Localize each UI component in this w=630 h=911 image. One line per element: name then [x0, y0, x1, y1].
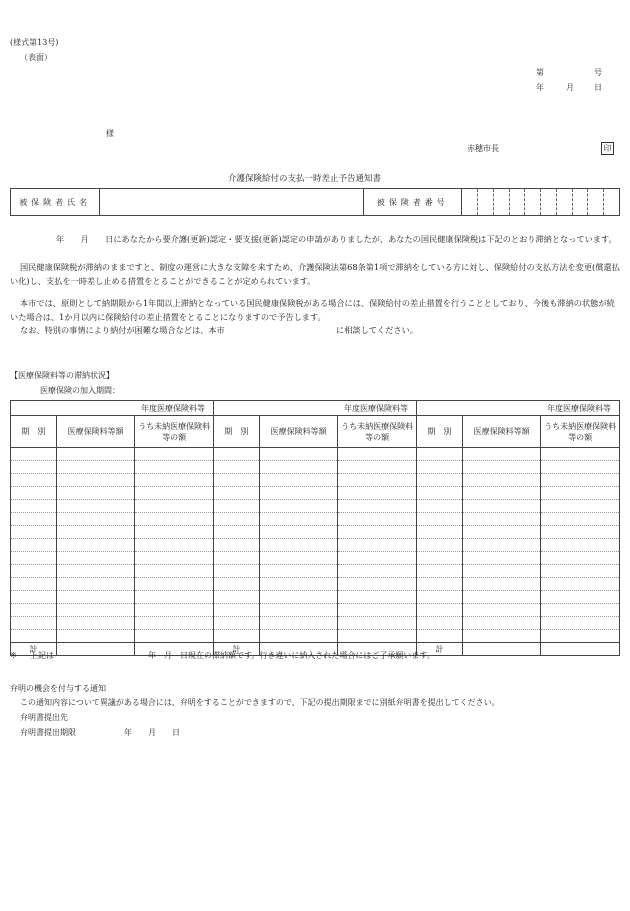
explanation-heading: 弁明の機会を付与する通知 — [10, 684, 106, 693]
cell-premium[interactable] — [259, 591, 338, 604]
form-side-label: （表面） — [20, 53, 52, 62]
cell-term[interactable] — [416, 617, 462, 630]
year-header: 年度医療保険料等 — [213, 401, 416, 416]
cell-term[interactable] — [11, 539, 57, 552]
cell-unpaid[interactable] — [135, 513, 214, 526]
col-unpaid-header: うち未納医療保険料等の額 — [338, 416, 417, 448]
arrears-table — [10, 400, 620, 656]
col-term-header: 期 別 — [213, 416, 259, 448]
cell-premium[interactable] — [56, 474, 135, 487]
cell-unpaid[interactable] — [338, 552, 417, 565]
addressee-honorific: 様 — [106, 129, 114, 138]
cell-term[interactable] — [11, 591, 57, 604]
cell-term[interactable] — [213, 591, 259, 604]
body-paragraph-4a: なお、特別の事情により納付が困難な場合などは、本市 — [20, 325, 225, 335]
cell-premium[interactable] — [56, 591, 135, 604]
table-row — [11, 448, 620, 461]
cell-unpaid[interactable] — [338, 474, 417, 487]
cell-unpaid[interactable] — [338, 591, 417, 604]
cell-premium[interactable] — [56, 617, 135, 630]
cell-term[interactable] — [11, 487, 57, 500]
cell-premium[interactable] — [462, 526, 541, 539]
cell-premium[interactable] — [462, 578, 541, 591]
cell-unpaid[interactable] — [541, 604, 620, 617]
cell-premium[interactable] — [259, 448, 338, 461]
cell-unpaid[interactable] — [135, 565, 214, 578]
cell-term[interactable] — [213, 630, 259, 643]
doc-no-suffix: 号 — [594, 68, 602, 77]
cell-term[interactable] — [11, 461, 57, 474]
cell-premium[interactable] — [259, 630, 338, 643]
deadline-date: 年 月 日 — [124, 728, 180, 737]
cell-unpaid[interactable] — [541, 617, 620, 630]
table-row — [11, 474, 620, 487]
cell-term[interactable] — [11, 617, 57, 630]
cell-premium[interactable] — [462, 552, 541, 565]
cell-premium[interactable] — [259, 552, 338, 565]
cell-term[interactable] — [11, 474, 57, 487]
cell-term[interactable] — [213, 565, 259, 578]
cell-premium[interactable] — [462, 565, 541, 578]
date-day: 日 — [594, 83, 602, 92]
body-paragraph-2: 国民健康保険税が滞納のままですと、制度の運営に大きな支障を来すため、介護保険法第68条第1項で滞納をしている方に対し、保険給付の支払方法を変更(償還払い化)し、支払を一時差し止める措置をとることができることが定められています。 — [10, 262, 620, 286]
cell-term[interactable] — [11, 513, 57, 526]
table-row — [11, 526, 620, 539]
issuer-title: 赤穂市長 — [467, 144, 499, 153]
cell-unpaid[interactable] — [135, 604, 214, 617]
table-row — [11, 539, 620, 552]
cell-unpaid[interactable] — [541, 539, 620, 552]
cell-premium[interactable] — [56, 630, 135, 643]
insured-number-digit[interactable] — [477, 189, 493, 216]
cell-term[interactable] — [213, 461, 259, 474]
insured-name-field[interactable] — [100, 189, 364, 216]
cell-term[interactable] — [213, 578, 259, 591]
cell-term[interactable] — [11, 630, 57, 643]
cell-term[interactable] — [416, 500, 462, 513]
cell-term[interactable] — [11, 565, 57, 578]
table-row — [11, 565, 620, 578]
cell-unpaid[interactable] — [338, 500, 417, 513]
total-premium-cell[interactable] — [462, 643, 541, 656]
cell-unpaid[interactable] — [338, 461, 417, 474]
seal-icon: 印 — [601, 142, 614, 155]
insured-number-digit[interactable] — [493, 189, 509, 216]
col-unpaid-header: うち未納医療保険料等の額 — [135, 416, 214, 448]
cell-premium[interactable] — [56, 539, 135, 552]
cell-premium[interactable] — [462, 513, 541, 526]
cell-premium[interactable] — [259, 487, 338, 500]
insured-name-label: 被保険者氏名 — [11, 189, 100, 216]
col-premium-header: 医療保険料等額 — [259, 416, 338, 448]
cell-premium[interactable] — [462, 539, 541, 552]
cell-premium[interactable] — [259, 565, 338, 578]
cell-premium[interactable] — [462, 630, 541, 643]
body-paragraph-1: 年 月 日にあなたから要介護(更新)認定・要支援(更新)認定の申請がありましたが、あなたの国民健康保険税は下記のとおり滞納となっています。 — [56, 234, 617, 244]
cell-unpaid[interactable] — [541, 500, 620, 513]
cell-term[interactable] — [213, 617, 259, 630]
cell-premium[interactable] — [259, 474, 338, 487]
cell-term[interactable] — [416, 461, 462, 474]
cell-term[interactable] — [11, 448, 57, 461]
table-row — [11, 578, 620, 591]
insured-number-digit[interactable] — [556, 189, 572, 216]
cell-unpaid[interactable] — [338, 448, 417, 461]
cell-unpaid[interactable] — [541, 630, 620, 643]
cell-unpaid[interactable] — [338, 617, 417, 630]
cell-premium[interactable] — [56, 604, 135, 617]
cell-premium[interactable] — [462, 461, 541, 474]
cell-premium[interactable] — [462, 474, 541, 487]
cell-term[interactable] — [213, 552, 259, 565]
table-row — [11, 591, 620, 604]
cell-term[interactable] — [213, 604, 259, 617]
cell-term[interactable] — [213, 474, 259, 487]
cell-premium[interactable] — [56, 552, 135, 565]
cell-unpaid[interactable] — [135, 526, 214, 539]
cell-term[interactable] — [416, 487, 462, 500]
cell-unpaid[interactable] — [338, 630, 417, 643]
footnote-mark: ※ — [10, 651, 17, 660]
cell-premium[interactable] — [56, 461, 135, 474]
insured-number-digit[interactable] — [462, 189, 478, 216]
insured-number-label: 被保険者番号 — [364, 189, 462, 216]
footnote-text-a: 上記は — [30, 651, 54, 660]
cell-term[interactable] — [416, 552, 462, 565]
cell-unpaid[interactable] — [135, 448, 214, 461]
insured-number-digit[interactable] — [572, 189, 588, 216]
cell-unpaid[interactable] — [338, 487, 417, 500]
cell-premium[interactable] — [259, 461, 338, 474]
cell-premium[interactable] — [56, 487, 135, 500]
footnote-text-b: 年 月 日現在の滞納額です。行き違いに納入された場合にはご了承願います。 — [148, 651, 435, 660]
cell-unpaid[interactable] — [541, 513, 620, 526]
col-premium-header: 医療保険料等額 — [56, 416, 135, 448]
cell-premium[interactable] — [462, 617, 541, 630]
cell-premium[interactable] — [56, 526, 135, 539]
insured-number-digit[interactable] — [588, 189, 604, 216]
cell-term[interactable] — [416, 526, 462, 539]
col-unpaid-header: うち未納医療保険料等の額 — [541, 416, 620, 448]
cell-unpaid[interactable] — [541, 526, 620, 539]
enroll-period-label: 医療保険の加入期間： — [40, 386, 120, 395]
cell-unpaid[interactable] — [541, 565, 620, 578]
cell-unpaid[interactable] — [135, 539, 214, 552]
cell-term[interactable] — [416, 513, 462, 526]
cell-premium[interactable] — [259, 526, 338, 539]
table-row — [11, 461, 620, 474]
cell-unpaid[interactable] — [338, 513, 417, 526]
deadline-label: 弁明書提出期限 — [20, 728, 76, 737]
table-row — [11, 630, 620, 643]
cell-unpaid[interactable] — [338, 604, 417, 617]
cell-premium[interactable] — [56, 578, 135, 591]
cell-unpaid[interactable] — [541, 474, 620, 487]
table-row — [11, 617, 620, 630]
cell-unpaid[interactable] — [135, 487, 214, 500]
date-month: 月 — [566, 83, 574, 92]
cell-term[interactable] — [416, 565, 462, 578]
cell-unpaid[interactable] — [135, 474, 214, 487]
cell-premium[interactable] — [56, 513, 135, 526]
table-row — [11, 552, 620, 565]
cell-unpaid[interactable] — [338, 539, 417, 552]
cell-unpaid[interactable] — [541, 591, 620, 604]
insured-number-digit[interactable] — [509, 189, 525, 216]
total-premium-cell[interactable] — [56, 643, 135, 656]
cell-unpaid[interactable] — [541, 487, 620, 500]
cell-unpaid[interactable] — [135, 552, 214, 565]
form-number: (様式第13号) — [10, 38, 59, 47]
cell-term[interactable] — [416, 448, 462, 461]
cell-unpaid[interactable] — [135, 617, 214, 630]
cell-premium[interactable] — [56, 500, 135, 513]
cell-unpaid[interactable] — [338, 565, 417, 578]
cell-term[interactable] — [213, 487, 259, 500]
submit-to-label: 弁明書提出先 — [20, 713, 68, 722]
cell-premium[interactable] — [462, 448, 541, 461]
cell-premium[interactable] — [259, 500, 338, 513]
cell-term[interactable] — [416, 604, 462, 617]
cell-term[interactable] — [213, 526, 259, 539]
cell-term[interactable] — [416, 474, 462, 487]
cell-premium[interactable] — [259, 604, 338, 617]
cell-term[interactable] — [11, 578, 57, 591]
cell-unpaid[interactable] — [541, 461, 620, 474]
cell-unpaid[interactable] — [135, 500, 214, 513]
cell-unpaid[interactable] — [135, 591, 214, 604]
explanation-text: この通知内容について異議がある場合には、弁明をすることができますので、下記の提出期限までに別紙弁明書を提出してください。 — [20, 698, 500, 707]
cell-premium[interactable] — [462, 500, 541, 513]
table-row — [11, 604, 620, 617]
table-row — [11, 487, 620, 500]
date-year: 年 — [536, 83, 544, 92]
cell-unpaid[interactable] — [541, 578, 620, 591]
cell-premium[interactable] — [56, 448, 135, 461]
arrears-heading: 【医療保険料等の滞納状況】 — [10, 371, 114, 380]
document-title: 介護保険給付の支払一時差止予告通知書 — [228, 174, 382, 184]
col-term-header: 期 別 — [416, 416, 462, 448]
cell-term[interactable] — [11, 526, 57, 539]
total-label: 計 — [11, 643, 57, 656]
body-paragraph-4b: に相談してください。 — [336, 325, 418, 335]
insured-number-digit[interactable] — [541, 189, 557, 216]
cell-premium[interactable] — [259, 578, 338, 591]
cell-term[interactable] — [11, 500, 57, 513]
total-label: 計 — [213, 643, 259, 656]
cell-premium[interactable] — [259, 617, 338, 630]
cell-term[interactable] — [213, 513, 259, 526]
cell-term[interactable] — [416, 578, 462, 591]
cell-unpaid[interactable] — [135, 461, 214, 474]
doc-no-prefix: 第 — [536, 68, 544, 77]
cell-term[interactable] — [213, 500, 259, 513]
cell-term[interactable] — [416, 539, 462, 552]
cell-term[interactable] — [213, 448, 259, 461]
table-row — [11, 513, 620, 526]
insured-number-digit[interactable] — [525, 189, 541, 216]
cell-unpaid[interactable] — [338, 578, 417, 591]
insured-info-table — [10, 188, 620, 216]
cell-term[interactable] — [416, 591, 462, 604]
year-header: 年度医療保険料等 — [11, 401, 214, 416]
cell-premium[interactable] — [462, 591, 541, 604]
cell-term[interactable] — [213, 539, 259, 552]
cell-unpaid[interactable] — [541, 552, 620, 565]
col-term-header: 期 別 — [11, 416, 57, 448]
total-label: 計 — [416, 643, 462, 656]
cell-unpaid[interactable] — [338, 526, 417, 539]
col-premium-header: 医療保険料等額 — [462, 416, 541, 448]
cell-premium[interactable] — [462, 604, 541, 617]
cell-premium[interactable] — [56, 565, 135, 578]
total-unpaid-cell[interactable] — [541, 643, 620, 656]
cell-unpaid[interactable] — [541, 448, 620, 461]
table-row — [11, 500, 620, 513]
cell-term[interactable] — [11, 604, 57, 617]
cell-premium[interactable] — [259, 513, 338, 526]
cell-unpaid[interactable] — [135, 630, 214, 643]
cell-unpaid[interactable] — [135, 578, 214, 591]
body-paragraph-3: 本市では、原則として納期限から1年間以上滞納となっている国民健康保険税がある場合には、保険給付の差止措置を行うこととしており、今後も滞納の状態が続いた場合は、1か月以内に保険給付の差止措置をとることになりますので予告します。 — [10, 298, 615, 322]
cell-term[interactable] — [416, 630, 462, 643]
cell-premium[interactable] — [462, 487, 541, 500]
cell-premium[interactable] — [259, 539, 338, 552]
insured-number-digit[interactable] — [604, 189, 620, 216]
year-header: 年度医療保険料等 — [416, 401, 619, 416]
cell-term[interactable] — [11, 552, 57, 565]
